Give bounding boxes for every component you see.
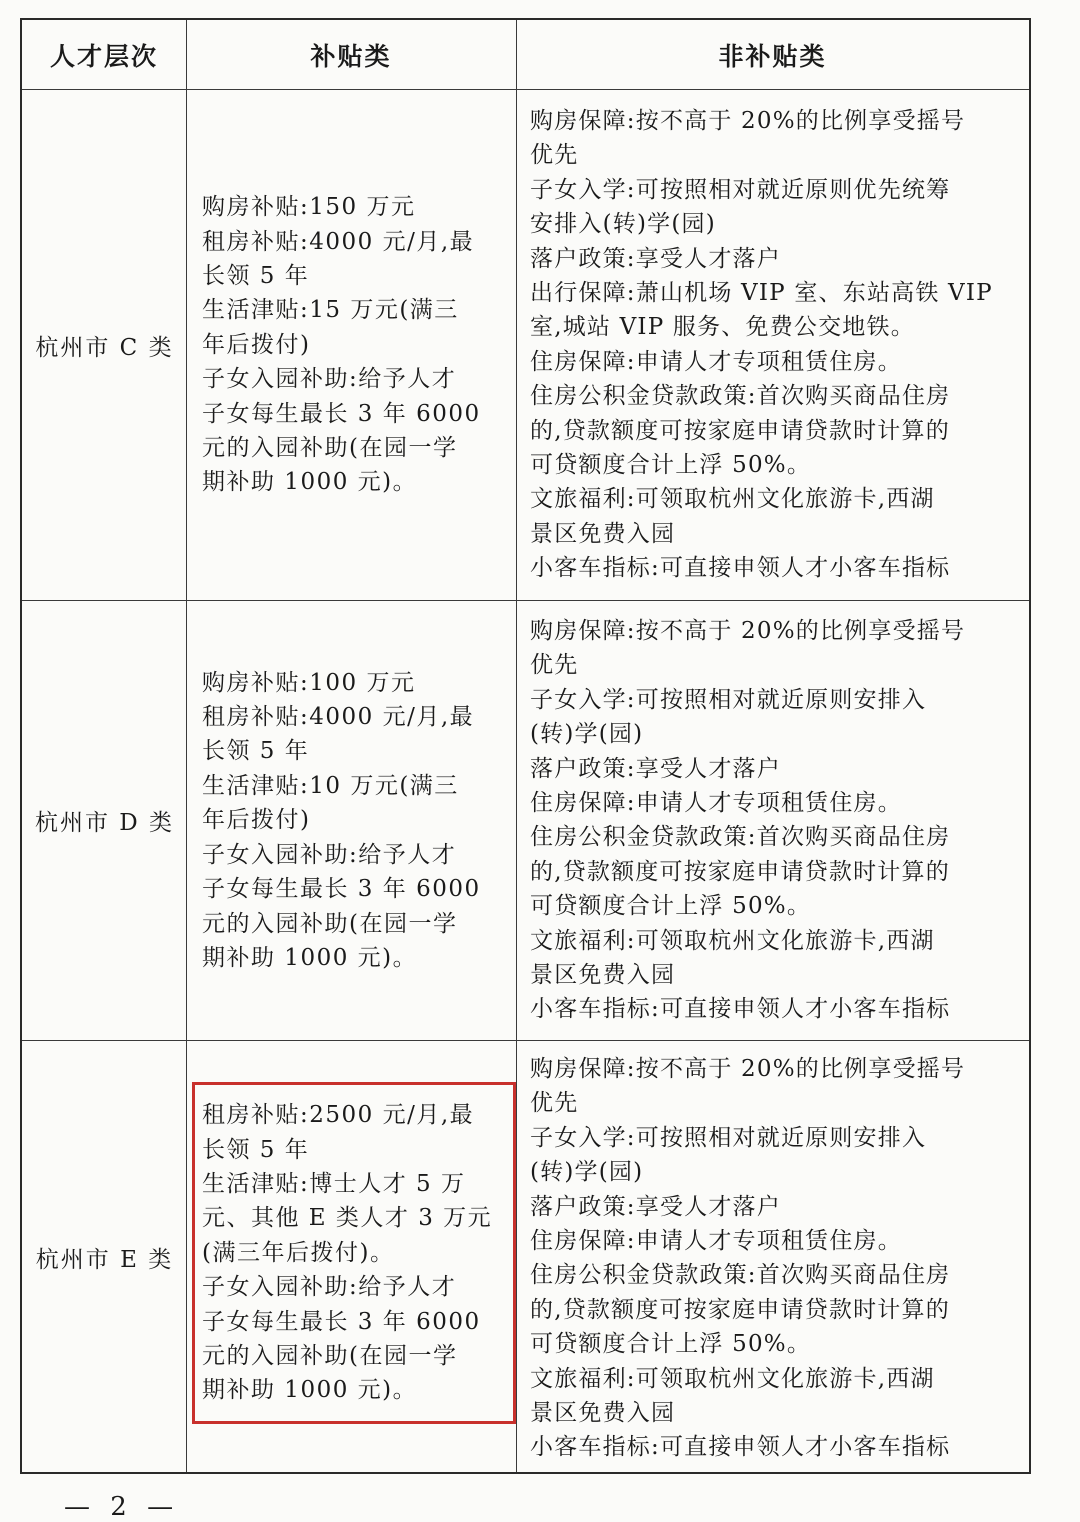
text-line: 住房保障:申请人才专项租赁住房。 (530, 790, 902, 817)
text-line: 子女入园补助:给予人才 (202, 841, 457, 868)
text-line: 子女入学:可按照相对就近原则安排入 (530, 686, 927, 713)
highlight-box (192, 1082, 516, 1424)
text-line: 小客车指标:可直接申领人才小客车指标 (530, 555, 951, 582)
text-line: 景区免费入园 (530, 962, 676, 989)
text-line: (满三年后拨付)。 (202, 1239, 395, 1266)
text-line: 子女入学:可按照相对就近原则优先统筹 (530, 176, 951, 203)
text-line: 的,贷款额度可按家庭申请贷款时计算的 (530, 1296, 950, 1323)
header-non-subsidy: 非补贴类 (718, 42, 827, 71)
text-line: 生活津贴:15 万元(满三 (202, 297, 459, 324)
text-line: 年后拨付) (202, 331, 311, 358)
text-line: (转)学(园) (530, 1159, 644, 1186)
text-line: 住房公积金贷款政策:首次购买商品住房 (530, 1262, 951, 1289)
row-label-d: 杭州市 D 类 (34, 810, 175, 836)
text-line: 租房补贴:4000 元/月,最 (202, 704, 475, 731)
text-line: 子女每生最长 3 年 6000 (202, 1308, 481, 1335)
text-line: 元的入园补助(在园一学 (202, 435, 458, 462)
text-line: 元的入园补助(在园一学 (202, 910, 458, 937)
subsidy-cell-c (202, 90, 520, 600)
text-line: 期补助 1000 元)。 (202, 1377, 418, 1404)
text-line: 购房补贴:100 万元 (202, 669, 416, 696)
non-subsidy-cell-d (530, 614, 1022, 1027)
text-line: 落户政策:享受人才落户 (530, 755, 781, 782)
text-line: 可贷额度合计上浮 50%。 (530, 452, 812, 479)
text-line: 住房保障:申请人才专项租赁住房。 (530, 1228, 902, 1255)
text-line: 购房保障:按不高于 20%的比例享受摇号 (530, 618, 966, 644)
text-line: 优先 (530, 652, 579, 679)
text-line: 子女入学:可按照相对就近原则安排入 (530, 1124, 927, 1151)
text-line: 可贷额度合计上浮 50%。 (530, 893, 812, 920)
text-line: 购房保障:按不高于 20%的比例享受摇号 (530, 1056, 966, 1082)
text-line: 元的入园补助(在园一学 (202, 1343, 458, 1370)
text-line: 落户政策:享受人才落户 (530, 245, 781, 272)
text-line: 的,贷款额度可按家庭申请贷款时计算的 (530, 417, 950, 444)
text-line: 优先 (530, 1090, 579, 1117)
page-number: — 2 — (64, 1492, 180, 1522)
text-line: 优先 (530, 142, 579, 169)
text-line: 子女入园补助:给予人才 (202, 366, 457, 393)
text-line: 子女每生最长 3 年 6000 (202, 876, 481, 903)
text-line: 安排入(转)学(园) (530, 211, 716, 238)
text-line: 住房公积金贷款政策:首次购买商品住房 (530, 824, 951, 851)
text-line: 小客车指标:可直接申领人才小客车指标 (530, 996, 951, 1023)
text-line: 落户政策:享受人才落户 (530, 1193, 781, 1220)
text-line: 景区免费入园 (530, 1400, 676, 1427)
text-line: 文旅福利:可领取杭州文化旅游卡,西湖 (530, 1365, 935, 1392)
text-line: 住房保障:申请人才专项租赁住房。 (530, 348, 902, 375)
text-line: 生活津贴:10 万元(满三 (202, 772, 459, 799)
text-line: 出行保障:萧山机场 VIP 室、东站高铁 VIP (530, 280, 993, 307)
row-label-e: 杭州市 E 类 (35, 1247, 174, 1273)
non-subsidy-cell-e (530, 1052, 1022, 1465)
text-line: 元、其他 E 类人才 3 万元 (202, 1205, 493, 1232)
text-line: 租房补贴:2500 元/月,最 (202, 1102, 475, 1129)
text-line: 可贷额度合计上浮 50%。 (530, 1331, 812, 1358)
non-subsidy-cell-c (530, 104, 1022, 586)
text-line: 文旅福利:可领取杭州文化旅游卡,西湖 (530, 927, 935, 954)
row-label-c: 杭州市 C 类 (35, 334, 174, 361)
text-line: 购房保障:按不高于 20%的比例享受摇号 (530, 108, 966, 134)
text-line: 期补助 1000 元)。 (202, 944, 418, 971)
text-line: 景区免费入园 (530, 520, 676, 547)
header-subsidy: 补贴类 (310, 42, 392, 71)
text-line: (转)学(园) (530, 721, 644, 748)
subsidy-cell-d (202, 601, 520, 1040)
talent-policy-table (20, 18, 1031, 1474)
text-line: 小客车指标:可直接申领人才小客车指标 (530, 1434, 951, 1461)
text-line: 生活津贴:博士人才 5 万 (202, 1170, 466, 1197)
text-line: 长领 5 年 (202, 262, 310, 289)
text-line: 期补助 1000 元)。 (202, 469, 418, 496)
text-line: 购房补贴:150 万元 (202, 194, 416, 221)
text-line: 室,城站 VIP 服务、免费公交地铁。 (530, 314, 915, 341)
text-line: 子女入园补助:给予人才 (202, 1274, 457, 1301)
text-line: 子女每生最长 3 年 6000 (202, 400, 481, 427)
text-line: 的,贷款额度可按家庭申请贷款时计算的 (530, 858, 950, 885)
text-line: 长领 5 年 (202, 738, 310, 765)
text-line: 文旅福利:可领取杭州文化旅游卡,西湖 (530, 486, 935, 513)
text-line: 年后拨付) (202, 807, 311, 834)
text-line: 住房公积金贷款政策:首次购买商品住房 (530, 383, 951, 410)
text-line: 长领 5 年 (202, 1136, 310, 1163)
header-talent-level: 人才层次 (49, 42, 158, 71)
text-line: 租房补贴:4000 元/月,最 (202, 228, 475, 255)
